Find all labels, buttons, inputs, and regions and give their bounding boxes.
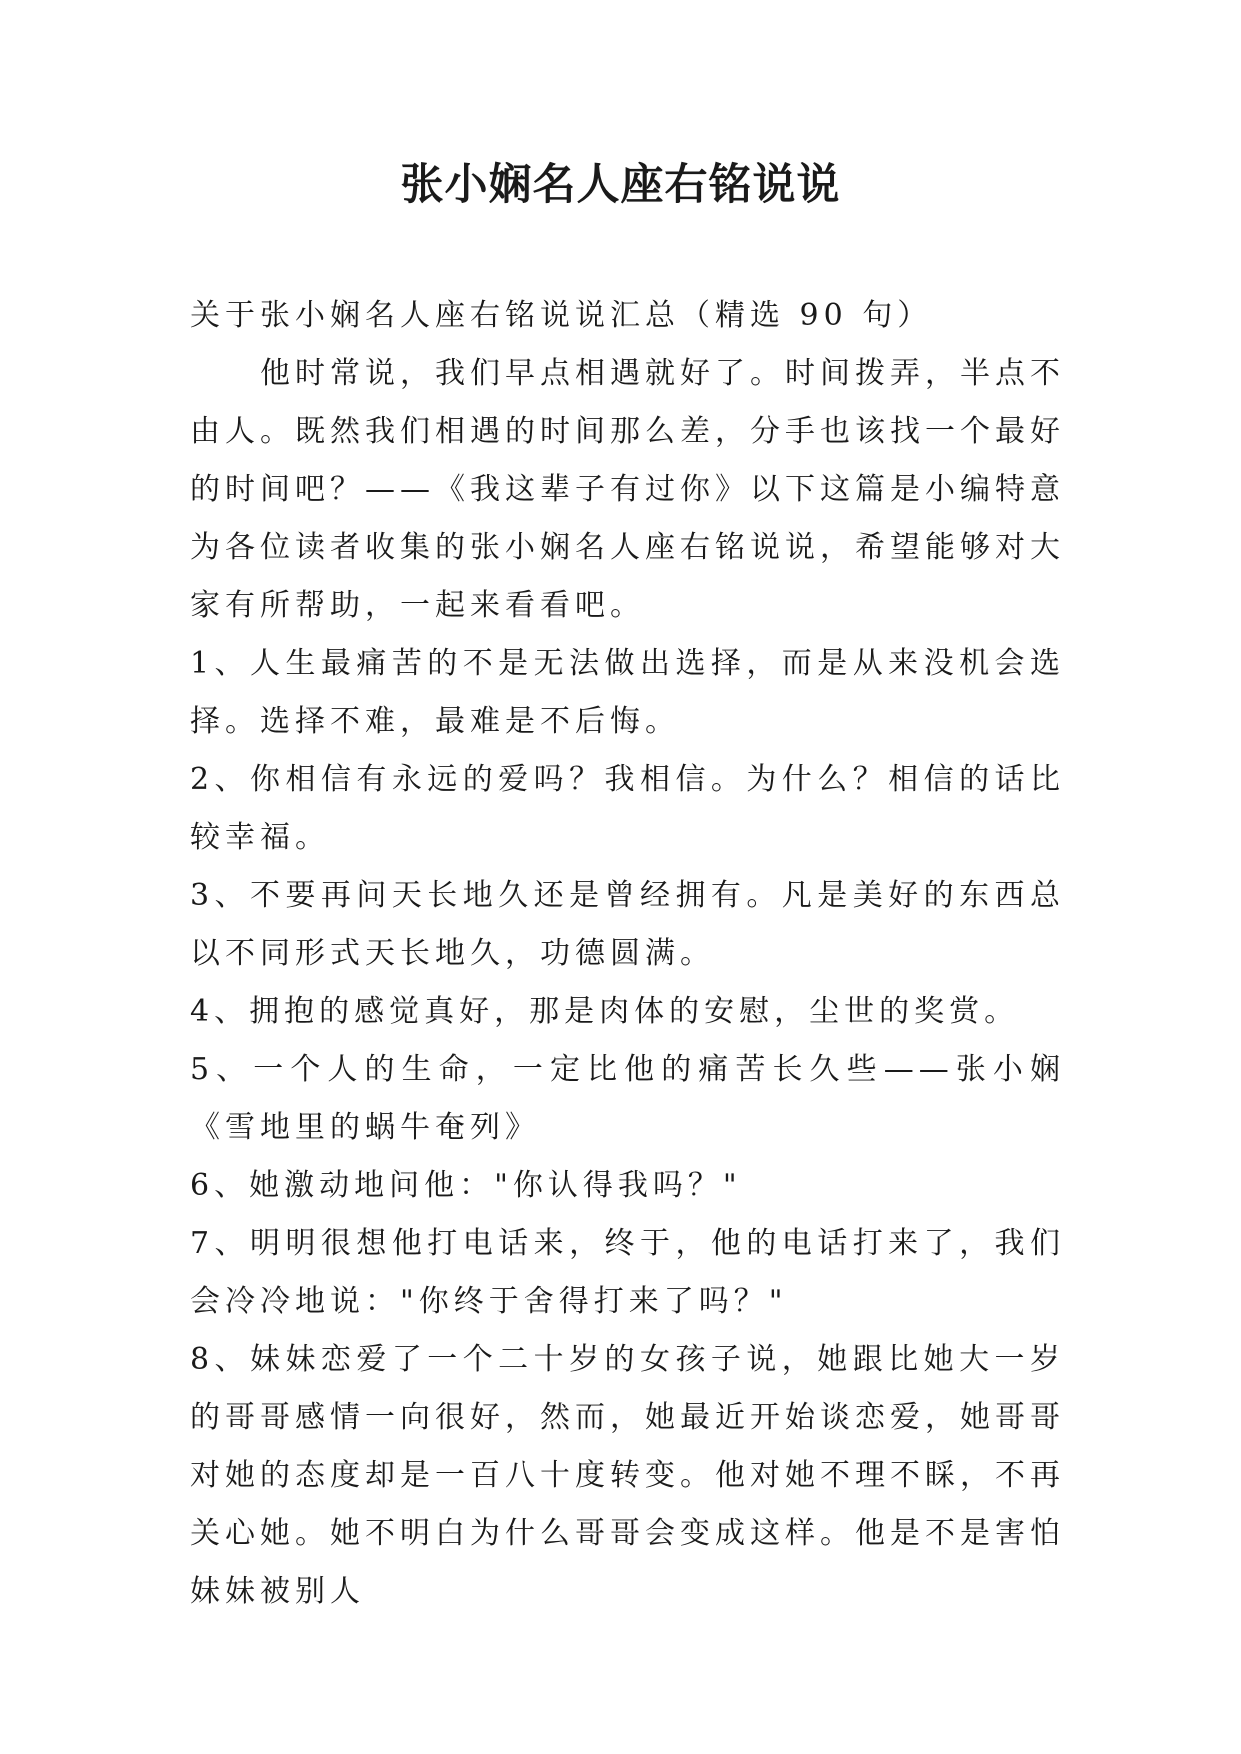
intro-paragraph: 他时常说，我们早点相遇就好了。时间拨弄，半点不由人。既然我们相遇的时间那么差，分手也该找一个最好的时间吧？——《我这辈子有过你》以下这篇是小编特意为各位读者收集的张小娴名人座右铭说说，希望能够对大家有所帮助，一起来看看吧。 bbox=[190, 356, 1065, 623]
quote-item-6: 6、她激动地问他："你认得我吗？" bbox=[190, 1168, 742, 1203]
document-title: 张小娴名人座右铭说说 bbox=[400, 160, 841, 210]
quote-item-8: 8、妹妹恋爱了一个二十岁的女孩子说，她跟比她大一岁的哥哥感情一向很好，然而，她最近开始谈恋爱，她哥哥对她的态度却是一百八十度转变。他对她不理不睬，不再关心她。她不明白为什么哥哥会变成这样。他是不是害怕妹妹被别人 bbox=[190, 1342, 1065, 1609]
document-body bbox=[190, 287, 1065, 1621]
quote-item-5: 5、一个人的生命，一定比他的痛苦长久些——张小娴《雪地里的蜗牛奄列》 bbox=[190, 1052, 1065, 1145]
quote-item-4: 4、拥抱的感觉真好，那是肉体的安慰，尘世的奖赏。 bbox=[190, 994, 1020, 1029]
quote-item-3: 3、不要再问天长地久还是曾经拥有。凡是美好的东西总以不同形式天长地久，功德圆满。 bbox=[190, 878, 1065, 971]
quote-item-2: 2、你相信有永远的爱吗？我相信。为什么？相信的话比较幸福。 bbox=[190, 762, 1065, 855]
quote-item-1: 1、人生最痛苦的不是无法做出选择，而是从来没机会选择。选择不难，最难是不后悔。 bbox=[190, 646, 1065, 739]
document-subtitle: 关于张小娴名人座右铭说说汇总（精选 90 句） bbox=[190, 298, 933, 333]
quote-item-7: 7、明明很想他打电话来，终于，他的电话打来了，我们会冷冷地说："你终于舍得打来了吗？" bbox=[190, 1226, 1065, 1319]
